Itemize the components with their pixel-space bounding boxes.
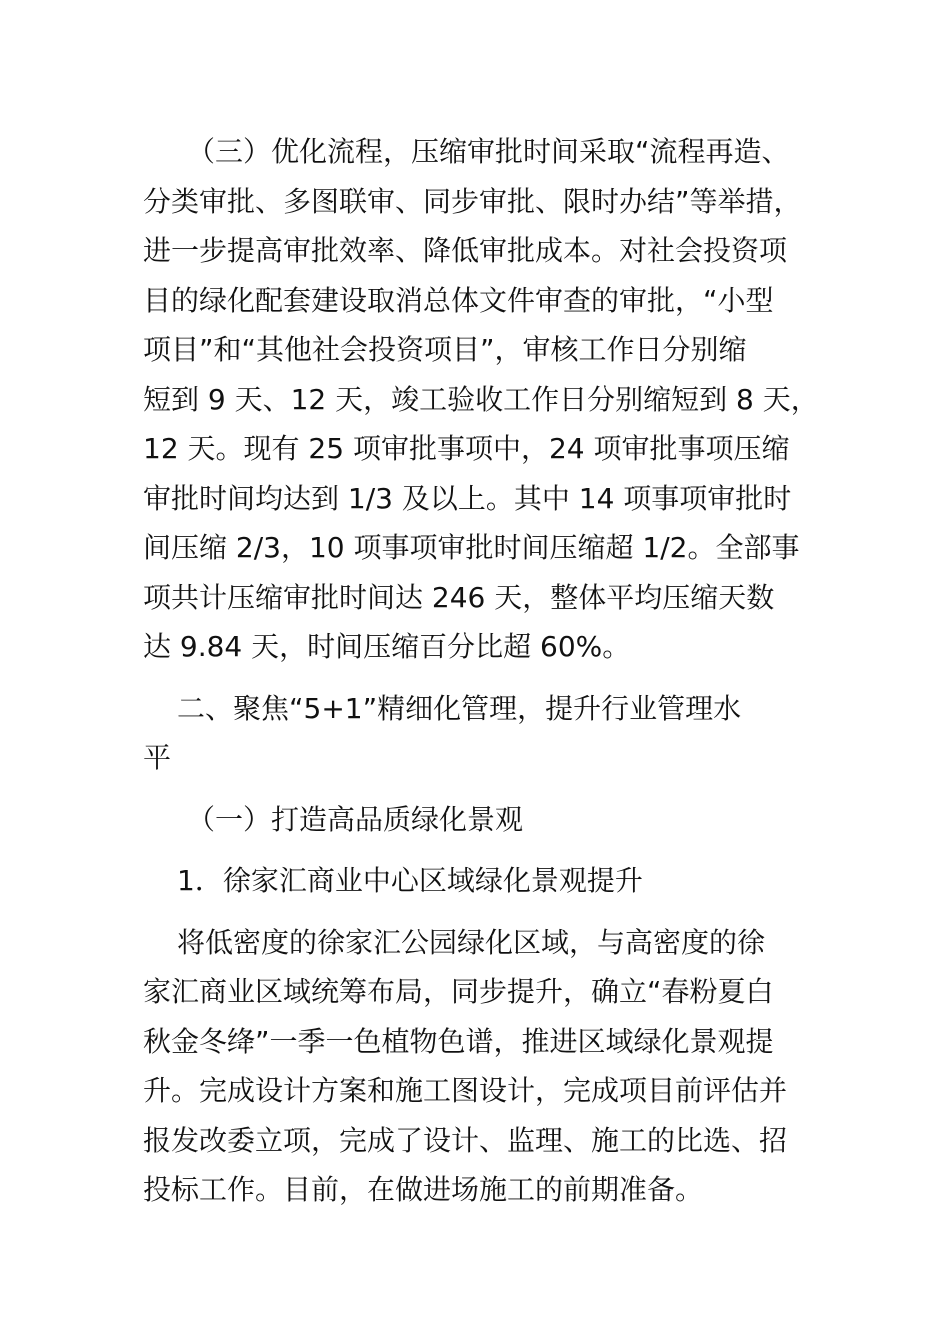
heading-section-two xyxy=(143,684,813,783)
text-line: 目的绿化配套建设取消总体文件审查的审批，“小型 xyxy=(143,283,774,317)
paragraph-spacer xyxy=(143,906,813,918)
text-line: 短到 9 天、12 天，竣工验收工作日分别缩短到 8 天， xyxy=(143,382,819,416)
document-body xyxy=(143,127,819,1215)
item-heading-one xyxy=(143,856,813,906)
paragraph-spacer xyxy=(143,783,813,795)
item-line: 1．徐家汇商业中心区域绿化景观提升 xyxy=(177,864,643,897)
text-line: 投标工作。目前，在做进场施工的前期准备。 xyxy=(143,1173,704,1206)
paragraph-spacer xyxy=(143,844,813,856)
text-line: 审批时间均达到 1/3 及以上。其中 14 项事项审批时 xyxy=(143,481,792,515)
text-line: 报发改委立项，完成了设计、监理、施工的比选、招 xyxy=(143,1123,788,1157)
subheading-one xyxy=(143,795,813,845)
text-line: 12 天。现有 25 项审批事项中，24 项审批事项压缩 xyxy=(143,432,790,465)
text-line: 将低密度的徐家汇公园绿化区域，与高密度的徐 xyxy=(177,925,766,959)
text-line: 项目”和“其他社会投资项目”，审核工作日分别缩 xyxy=(143,333,747,366)
text-line: 分类审批、多图联审、同步审批、限时办结”等举措， xyxy=(143,184,802,218)
paragraph-spacer xyxy=(143,672,813,684)
paragraph-xujiahui xyxy=(143,918,813,1215)
text-line: 升。完成设计方案和施工图设计，完成项目前评估并 xyxy=(143,1074,788,1107)
heading-line: 平 xyxy=(143,741,172,774)
text-line: 间压缩 2/3，10 项事项审批时间压缩超 1/2。全部事 xyxy=(143,531,800,564)
text-line: 秋金冬绛”一季一色植物色谱，推进区域绿化景观提 xyxy=(143,1024,774,1058)
paragraph-section-three xyxy=(143,127,819,672)
text-line: 进一步提高审批效率、降低审批成本。对社会投资项 xyxy=(143,234,788,267)
heading-line: 二、聚焦“5+1”精细化管理，提升行业管理水 xyxy=(177,691,742,725)
text-line: 家汇商业区域统筹布局，同步提升，确立“春粉夏白 xyxy=(143,975,774,1008)
text-line: 达 9.84 天，时间压缩百分比超 60%。 xyxy=(143,630,631,663)
text-line: （三）优化流程，压缩审批时间采取“流程再造、 xyxy=(187,135,790,168)
text-line: 项共计压缩审批时间达 246 天，整体平均压缩天数 xyxy=(143,580,775,614)
subheading-line: （一）打造高品质绿化景观 xyxy=(187,802,524,836)
